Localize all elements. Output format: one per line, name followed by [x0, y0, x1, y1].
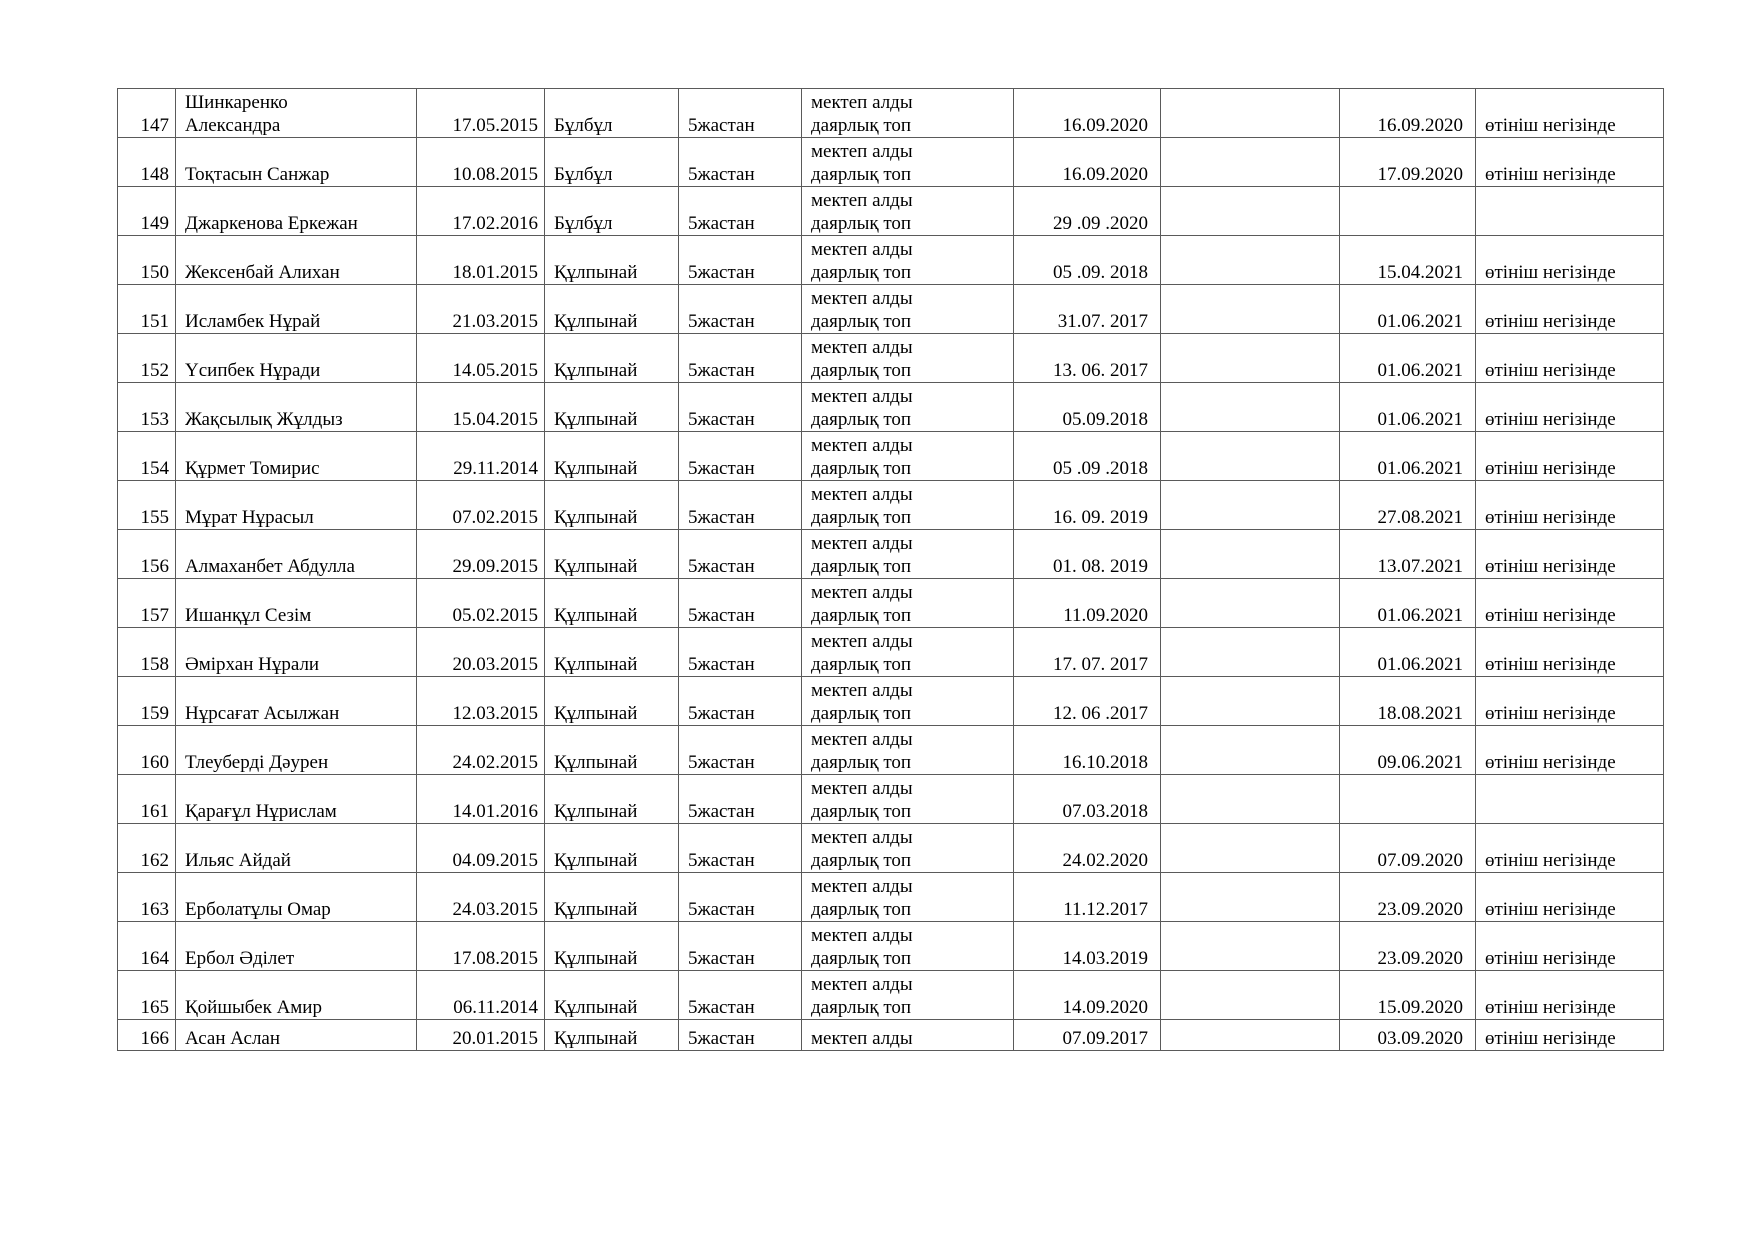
group-name-cell: Құлпынай	[545, 677, 679, 726]
age-group-cell: 5жастан	[679, 334, 802, 383]
group-type-cell	[802, 236, 1014, 285]
table-row	[118, 775, 1664, 824]
row-number-cell: 157	[118, 579, 176, 628]
row-number-cell: 158	[118, 628, 176, 677]
reason-cell: өтініш негізінде	[1476, 824, 1664, 873]
left-date-cell: 01.06.2021	[1340, 334, 1476, 383]
table-row	[118, 481, 1664, 530]
reason-cell: өтініш негізінде	[1476, 530, 1664, 579]
enrolled-date-cell: 01. 08. 2019	[1014, 530, 1161, 579]
child-name-line: Асан Аслан	[185, 1028, 281, 1049]
birth-date-cell: 18.01.2015	[417, 236, 545, 285]
group-type-line: даярлық топ	[811, 115, 912, 136]
child-name-line: Жексенбай Алихан	[185, 262, 340, 283]
child-name-line: Қойшыбек Амир	[185, 997, 322, 1018]
reason-cell: өтініш негізінде	[1476, 89, 1664, 138]
row-number-cell: 166	[118, 1020, 176, 1051]
child-name-line: Алмаханбет Абдулла	[185, 556, 355, 577]
child-name-line: Нұрсағат Асылжан	[185, 703, 340, 724]
reason-cell: өтініш негізінде	[1476, 726, 1664, 775]
group-name-cell: Құлпынай	[545, 481, 679, 530]
left-date-cell: 17.09.2020	[1340, 138, 1476, 187]
group-type-cell	[802, 726, 1014, 775]
reason-cell: өтініш негізінде	[1476, 873, 1664, 922]
left-date-cell: 18.08.2021	[1340, 677, 1476, 726]
enrolled-date-cell: 05.09.2018	[1014, 383, 1161, 432]
group-name-cell: Құлпынай	[545, 334, 679, 383]
birth-date-cell: 07.02.2015	[417, 481, 545, 530]
table-row	[118, 236, 1664, 285]
row-number-cell: 151	[118, 285, 176, 334]
group-name-cell: Құлпынай	[545, 873, 679, 922]
birth-date-cell: 24.02.2015	[417, 726, 545, 775]
child-name-line: Құрмет Томирис	[185, 458, 320, 479]
left-date-cell: 03.09.2020	[1340, 1020, 1476, 1051]
age-group-cell: 5жастан	[679, 236, 802, 285]
birth-date-cell: 14.01.2016	[417, 775, 545, 824]
group-type-line: мектеп алды	[811, 778, 913, 799]
child-name-line: Джаркенова Еркежан	[185, 213, 358, 234]
group-name-cell: Бұлбұл	[545, 187, 679, 236]
enrolled-date-cell: 05 .09. 2018	[1014, 236, 1161, 285]
birth-date-cell: 20.01.2015	[417, 1020, 545, 1051]
child-name-cell	[176, 726, 417, 775]
child-name-cell	[176, 285, 417, 334]
group-type-line: мектеп алды	[811, 484, 913, 505]
birth-date-cell: 04.09.2015	[417, 824, 545, 873]
table-row	[118, 530, 1664, 579]
group-name-cell: Құлпынай	[545, 236, 679, 285]
group-type-cell	[802, 481, 1014, 530]
row-number-cell: 161	[118, 775, 176, 824]
left-date-cell	[1340, 775, 1476, 824]
age-group-cell: 5жастан	[679, 579, 802, 628]
empty-cell	[1161, 726, 1340, 775]
empty-cell	[1161, 775, 1340, 824]
group-name-cell: Құлпынай	[545, 530, 679, 579]
left-date-cell: 13.07.2021	[1340, 530, 1476, 579]
enrolled-date-cell: 17. 07. 2017	[1014, 628, 1161, 677]
birth-date-cell: 20.03.2015	[417, 628, 545, 677]
reason-cell: өтініш негізінде	[1476, 334, 1664, 383]
reason-cell: өтініш негізінде	[1476, 285, 1664, 334]
enrolled-date-cell: 11.09.2020	[1014, 579, 1161, 628]
birth-date-cell: 06.11.2014	[417, 971, 545, 1020]
group-type-cell	[802, 579, 1014, 628]
empty-cell	[1161, 873, 1340, 922]
table-row	[118, 285, 1664, 334]
enrolled-date-cell: 16.09.2020	[1014, 89, 1161, 138]
group-type-line: мектеп алды	[811, 876, 913, 897]
row-number-cell: 153	[118, 383, 176, 432]
group-name-cell: Құлпынай	[545, 628, 679, 677]
left-date-cell: 01.06.2021	[1340, 628, 1476, 677]
row-number-cell: 152	[118, 334, 176, 383]
table-row	[118, 383, 1664, 432]
age-group-cell: 5жастан	[679, 922, 802, 971]
table-row	[118, 971, 1664, 1020]
empty-cell	[1161, 579, 1340, 628]
age-group-cell: 5жастан	[679, 775, 802, 824]
table-row	[118, 89, 1664, 138]
child-name-cell	[176, 579, 417, 628]
age-group-cell: 5жастан	[679, 628, 802, 677]
birth-date-cell: 17.02.2016	[417, 187, 545, 236]
table-row	[118, 922, 1664, 971]
group-type-cell	[802, 775, 1014, 824]
group-type-cell	[802, 628, 1014, 677]
left-date-cell: 09.06.2021	[1340, 726, 1476, 775]
empty-cell	[1161, 481, 1340, 530]
enrolled-date-cell: 12. 06 .2017	[1014, 677, 1161, 726]
row-number-cell: 162	[118, 824, 176, 873]
table-row	[118, 726, 1664, 775]
group-type-cell	[802, 383, 1014, 432]
group-type-line: мектеп алды	[811, 92, 913, 113]
group-type-line: мектеп алды	[811, 827, 913, 848]
age-group-cell: 5жастан	[679, 187, 802, 236]
group-type-cell	[802, 89, 1014, 138]
enrolled-date-cell: 14.03.2019	[1014, 922, 1161, 971]
birth-date-cell: 14.05.2015	[417, 334, 545, 383]
enrolled-date-cell: 13. 06. 2017	[1014, 334, 1161, 383]
child-name-cell	[176, 873, 417, 922]
table-row	[118, 873, 1664, 922]
empty-cell	[1161, 922, 1340, 971]
table-row	[118, 334, 1664, 383]
group-name-cell: Құлпынай	[545, 922, 679, 971]
left-date-cell	[1340, 187, 1476, 236]
empty-cell	[1161, 824, 1340, 873]
group-type-line: мектеп алды	[811, 190, 913, 211]
group-type-line: даярлық топ	[811, 409, 912, 430]
birth-date-cell: 17.05.2015	[417, 89, 545, 138]
group-type-line: мектеп алды	[811, 680, 913, 701]
group-type-line: даярлық топ	[811, 948, 912, 969]
child-name-line: Жақсылық Жұлдыз	[185, 409, 343, 430]
enrolled-date-cell: 16.10.2018	[1014, 726, 1161, 775]
reason-cell: өтініш негізінде	[1476, 236, 1664, 285]
group-type-line: даярлық топ	[811, 360, 912, 381]
child-name-line: Исламбек Нұрай	[185, 311, 321, 332]
left-date-cell: 01.06.2021	[1340, 383, 1476, 432]
reason-cell: өтініш негізінде	[1476, 628, 1664, 677]
reason-cell	[1476, 775, 1664, 824]
group-type-line: даярлық топ	[811, 458, 912, 479]
group-type-cell	[802, 873, 1014, 922]
group-type-line: мектеп алды	[811, 288, 913, 309]
birth-date-cell: 29.09.2015	[417, 530, 545, 579]
birth-date-cell: 15.04.2015	[417, 383, 545, 432]
group-type-cell	[802, 138, 1014, 187]
table-row	[118, 138, 1664, 187]
enrollment-table	[117, 88, 1664, 1051]
empty-cell	[1161, 89, 1340, 138]
group-type-line: мектеп алды	[811, 1028, 913, 1049]
group-type-line: мектеп алды	[811, 435, 913, 456]
empty-cell	[1161, 628, 1340, 677]
age-group-cell: 5жастан	[679, 726, 802, 775]
age-group-cell: 5жастан	[679, 1020, 802, 1051]
child-name-cell	[176, 481, 417, 530]
empty-cell	[1161, 187, 1340, 236]
left-date-cell: 01.06.2021	[1340, 285, 1476, 334]
row-number-cell: 147	[118, 89, 176, 138]
group-type-line: даярлық топ	[811, 556, 912, 577]
empty-cell	[1161, 1020, 1340, 1051]
group-name-cell: Құлпынай	[545, 285, 679, 334]
row-number-cell: 164	[118, 922, 176, 971]
row-number-cell: 165	[118, 971, 176, 1020]
group-type-line: мектеп алды	[811, 533, 913, 554]
left-date-cell: 23.09.2020	[1340, 922, 1476, 971]
reason-cell	[1476, 187, 1664, 236]
group-name-cell: Құлпынай	[545, 971, 679, 1020]
table-row	[118, 1020, 1664, 1051]
group-type-cell	[802, 1020, 1014, 1051]
enrolled-date-cell: 31.07. 2017	[1014, 285, 1161, 334]
age-group-cell: 5жастан	[679, 89, 802, 138]
age-group-cell: 5жастан	[679, 677, 802, 726]
child-name-cell	[176, 236, 417, 285]
child-name-line: Үсипбек Нұради	[185, 360, 321, 381]
birth-date-cell: 17.08.2015	[417, 922, 545, 971]
group-name-cell: Құлпынай	[545, 1020, 679, 1051]
child-name-line: Александра	[185, 115, 281, 136]
child-name-line: Қарағұл Нұрислам	[185, 801, 337, 822]
enrolled-date-cell: 16.09.2020	[1014, 138, 1161, 187]
row-number-cell: 149	[118, 187, 176, 236]
group-type-line: даярлық топ	[811, 311, 912, 332]
reason-cell: өтініш негізінде	[1476, 1020, 1664, 1051]
child-name-cell	[176, 530, 417, 579]
child-name-line: Тоқтасын Санжар	[185, 164, 330, 185]
table-row	[118, 628, 1664, 677]
group-type-line: мектеп алды	[811, 337, 913, 358]
birth-date-cell: 21.03.2015	[417, 285, 545, 334]
group-type-line: мектеп алды	[811, 582, 913, 603]
child-name-cell	[176, 89, 417, 138]
child-name-cell	[176, 824, 417, 873]
empty-cell	[1161, 236, 1340, 285]
left-date-cell: 01.06.2021	[1340, 432, 1476, 481]
age-group-cell: 5жастан	[679, 383, 802, 432]
row-number-cell: 156	[118, 530, 176, 579]
row-number-cell: 163	[118, 873, 176, 922]
enrolled-date-cell: 24.02.2020	[1014, 824, 1161, 873]
group-type-cell	[802, 334, 1014, 383]
reason-cell: өтініш негізінде	[1476, 481, 1664, 530]
group-type-line: мектеп алды	[811, 631, 913, 652]
group-type-line: даярлық топ	[811, 752, 912, 773]
group-type-line: даярлық топ	[811, 605, 912, 626]
empty-cell	[1161, 530, 1340, 579]
birth-date-cell: 24.03.2015	[417, 873, 545, 922]
group-type-cell	[802, 530, 1014, 579]
group-type-line: даярлық топ	[811, 213, 912, 234]
empty-cell	[1161, 285, 1340, 334]
age-group-cell: 5жастан	[679, 138, 802, 187]
child-name-line: Ерболатұлы Омар	[185, 899, 331, 920]
row-number-cell: 150	[118, 236, 176, 285]
left-date-cell: 27.08.2021	[1340, 481, 1476, 530]
enrolled-date-cell: 14.09.2020	[1014, 971, 1161, 1020]
table-row	[118, 579, 1664, 628]
child-name-cell	[176, 334, 417, 383]
age-group-cell: 5жастан	[679, 432, 802, 481]
reason-cell: өтініш негізінде	[1476, 971, 1664, 1020]
group-type-cell	[802, 922, 1014, 971]
row-number-cell: 148	[118, 138, 176, 187]
group-type-line: мектеп алды	[811, 239, 913, 260]
child-name-cell	[176, 922, 417, 971]
child-name-cell	[176, 187, 417, 236]
enrolled-date-cell: 07.09.2017	[1014, 1020, 1161, 1051]
group-type-cell	[802, 824, 1014, 873]
left-date-cell: 07.09.2020	[1340, 824, 1476, 873]
empty-cell	[1161, 432, 1340, 481]
child-name-cell	[176, 677, 417, 726]
child-name-line: Ербол Әділет	[185, 948, 295, 969]
table-body	[118, 89, 1664, 1051]
child-name-cell	[176, 383, 417, 432]
age-group-cell: 5жастан	[679, 530, 802, 579]
group-type-line: мектеп алды	[811, 974, 913, 995]
birth-date-cell: 29.11.2014	[417, 432, 545, 481]
group-name-cell: Құлпынай	[545, 824, 679, 873]
child-name-line: Әмірхан Нұрали	[185, 654, 320, 675]
age-group-cell: 5жастан	[679, 824, 802, 873]
child-name-cell	[176, 1020, 417, 1051]
birth-date-cell: 10.08.2015	[417, 138, 545, 187]
age-group-cell: 5жастан	[679, 873, 802, 922]
row-number-cell: 155	[118, 481, 176, 530]
empty-cell	[1161, 677, 1340, 726]
group-type-cell	[802, 285, 1014, 334]
left-date-cell: 15.09.2020	[1340, 971, 1476, 1020]
group-name-cell: Құлпынай	[545, 726, 679, 775]
group-name-cell: Құлпынай	[545, 579, 679, 628]
age-group-cell: 5жастан	[679, 971, 802, 1020]
table-row	[118, 677, 1664, 726]
group-type-line: даярлық топ	[811, 997, 912, 1018]
child-name-cell	[176, 628, 417, 677]
child-name-line: Ишанқұл Сезім	[185, 605, 312, 626]
row-number-cell: 160	[118, 726, 176, 775]
left-date-cell: 16.09.2020	[1340, 89, 1476, 138]
group-type-line: мектеп алды	[811, 386, 913, 407]
age-group-cell: 5жастан	[679, 285, 802, 334]
row-number-cell: 154	[118, 432, 176, 481]
group-name-cell: Құлпынай	[545, 383, 679, 432]
reason-cell: өтініш негізінде	[1476, 579, 1664, 628]
reason-cell: өтініш негізінде	[1476, 432, 1664, 481]
group-name-cell: Бұлбұл	[545, 89, 679, 138]
empty-cell	[1161, 971, 1340, 1020]
child-name-line: Шинкаренко	[185, 92, 288, 113]
group-type-line: мектеп алды	[811, 141, 913, 162]
group-name-cell: Бұлбұл	[545, 138, 679, 187]
group-type-line: мектеп алды	[811, 925, 913, 946]
enrolled-date-cell: 29 .09 .2020	[1014, 187, 1161, 236]
group-type-line: даярлық топ	[811, 703, 912, 724]
reason-cell: өтініш негізінде	[1476, 922, 1664, 971]
child-name-cell	[176, 138, 417, 187]
table-row	[118, 432, 1664, 481]
age-group-cell: 5жастан	[679, 481, 802, 530]
enrolled-date-cell: 05 .09 .2018	[1014, 432, 1161, 481]
group-type-cell	[802, 187, 1014, 236]
group-name-cell: Құлпынай	[545, 775, 679, 824]
birth-date-cell: 12.03.2015	[417, 677, 545, 726]
group-type-line: даярлық топ	[811, 801, 912, 822]
reason-cell: өтініш негізінде	[1476, 383, 1664, 432]
group-type-line: даярлық топ	[811, 262, 912, 283]
child-name-cell	[176, 775, 417, 824]
group-type-cell	[802, 971, 1014, 1020]
group-type-cell	[802, 677, 1014, 726]
child-name-line: Мұрат Нұрасыл	[185, 507, 314, 528]
group-type-line: мектеп алды	[811, 729, 913, 750]
group-type-line: даярлық топ	[811, 164, 912, 185]
enrolled-date-cell: 07.03.2018	[1014, 775, 1161, 824]
birth-date-cell: 05.02.2015	[417, 579, 545, 628]
child-name-line: Ильяс Айдай	[185, 850, 291, 871]
table-row	[118, 824, 1664, 873]
enrolled-date-cell: 16. 09. 2019	[1014, 481, 1161, 530]
group-type-line: даярлық топ	[811, 899, 912, 920]
group-name-cell: Құлпынай	[545, 432, 679, 481]
reason-cell: өтініш негізінде	[1476, 677, 1664, 726]
empty-cell	[1161, 138, 1340, 187]
child-name-line: Тлеуберді Дәурен	[185, 752, 329, 773]
empty-cell	[1161, 334, 1340, 383]
child-name-cell	[176, 971, 417, 1020]
reason-cell: өтініш негізінде	[1476, 138, 1664, 187]
child-name-cell	[176, 432, 417, 481]
enrolled-date-cell: 11.12.2017	[1014, 873, 1161, 922]
group-type-line: даярлық топ	[811, 507, 912, 528]
left-date-cell: 23.09.2020	[1340, 873, 1476, 922]
group-type-cell	[802, 432, 1014, 481]
row-number-cell: 159	[118, 677, 176, 726]
group-type-line: даярлық топ	[811, 654, 912, 675]
empty-cell	[1161, 383, 1340, 432]
group-type-line: даярлық топ	[811, 850, 912, 871]
left-date-cell: 15.04.2021	[1340, 236, 1476, 285]
table-row	[118, 187, 1664, 236]
left-date-cell: 01.06.2021	[1340, 579, 1476, 628]
